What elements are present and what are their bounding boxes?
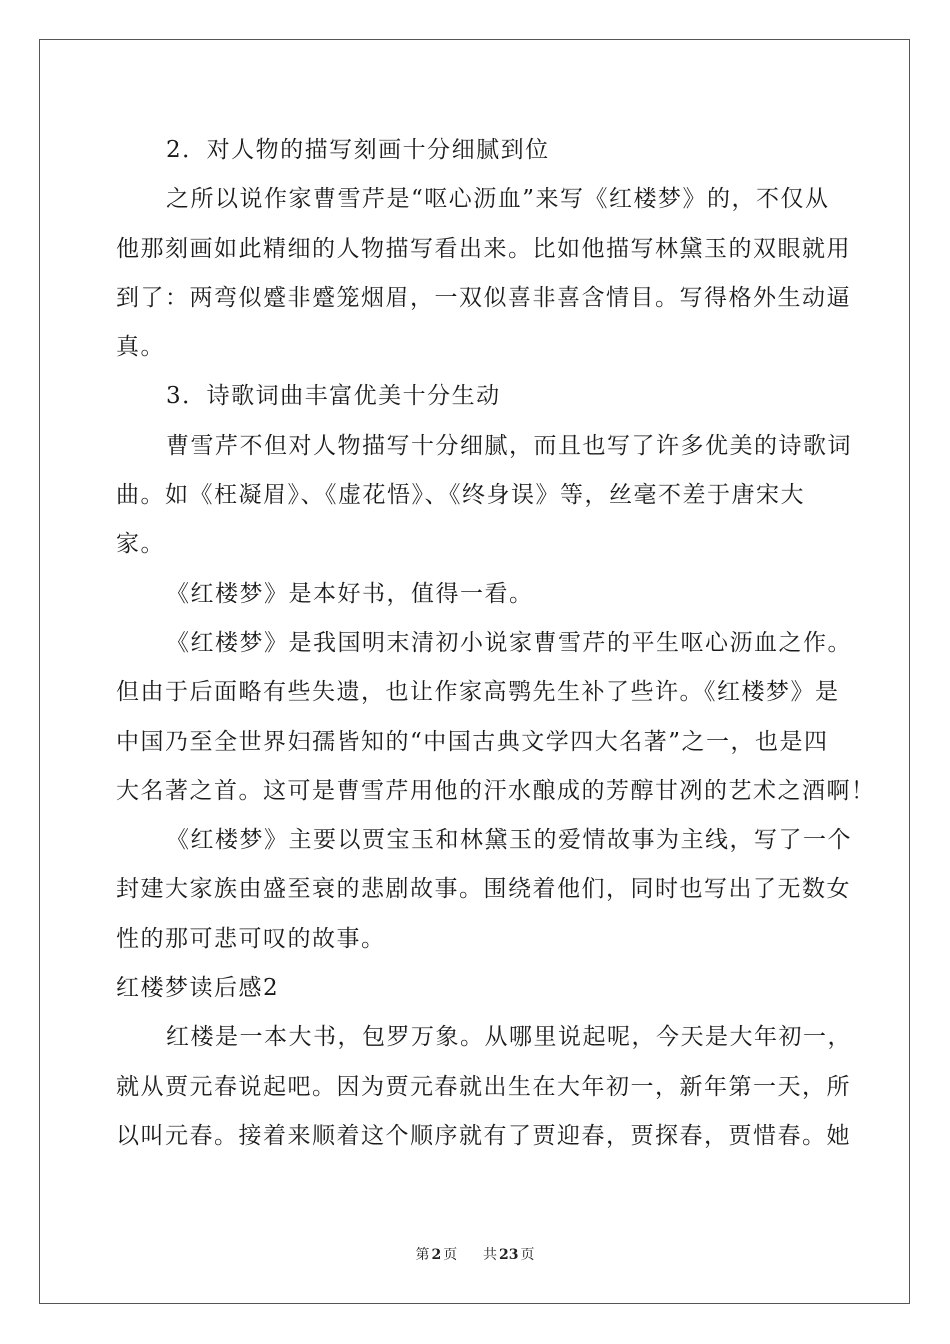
paragraph-line: 《红楼梦》是我国明末清初小说家曹雪芹的平生呕心沥血之作。 [166,629,852,656]
paragraph-line: 到了：两弯似蹙非蹙笼烟眉，一双似喜非喜含情目。写得格外生动逼 [116,284,851,311]
paragraph-line: 之所以说作家曹雪芹是“呕心沥血”来写《红楼梦》的，不仅从 [166,186,830,213]
paragraph-line: 《红楼梦》是本好书，值得一看。 [166,580,534,607]
footer-total-suffix: 页 [520,1247,535,1263]
paragraph-line: 《红楼梦》主要以贾宝玉和林黛玉的爱情故事为主线，写了一个 [166,827,852,854]
total-pages: 23 [499,1247,519,1263]
essay-title: 红楼梦读后感2 [116,975,280,1002]
section-heading: 3．诗歌词曲丰富优美十分生动 [166,383,501,410]
footer-prefix: 第 [415,1247,430,1263]
page-footer [0,1244,950,1264]
paragraph-line: 以叫元春。接着来顺着这个顺序就有了贾迎春，贾探春，贾惜春。她 [116,1122,851,1149]
page-number [413,1247,459,1263]
section-heading: 2．对人物的描写刻画十分细腻到位 [166,137,550,163]
paragraph-line: 他那刻画如此精细的人物描写看出来。比如他描写林黛玉的双眼就用 [116,235,851,262]
paragraph-line: 曹雪芹不但对人物描写十分细腻，而且也写了许多优美的诗歌词 [166,432,852,459]
paragraph-line: 封建大家族由盛至衰的悲剧故事。围绕着他们，同时也写出了无数女 [116,876,851,903]
page-total [481,1247,536,1263]
paragraph-line: 真。 [116,334,165,361]
paragraph-line: 红楼是一本大书，包罗万象。从哪里说起呢，今天是大年初一， [166,1024,852,1051]
paragraph-line: 就从贾元春说起吧。因为贾元春就出生在大年初一，新年第一天，所 [116,1073,851,1100]
paragraph-line: 性的那可悲可叹的故事。 [116,925,386,952]
paragraph-line: 但由于后面略有些失遗，也让作家高鹗先生补了些许。《红楼梦》是 [116,679,840,706]
paragraph-line: 中国乃至全世界妇孺皆知的“中国古典文学四大名著”之一，也是四 [116,728,829,755]
footer-total-prefix: 共 [483,1247,498,1263]
paragraph-line: 大名著之首。这可是曹雪芹用他的汗水酿成的芳醇甘冽的艺术之酒啊！ [116,777,876,804]
document-body [116,126,876,1161]
paragraph-line: 曲。如《枉凝眉》、《虚花悟》、《终身误》等，丝毫不差于唐宋大 [116,482,805,509]
current-page: 2 [431,1247,442,1263]
footer-page-suffix: 页 [443,1247,458,1263]
paragraph-line: 家。 [116,531,165,558]
